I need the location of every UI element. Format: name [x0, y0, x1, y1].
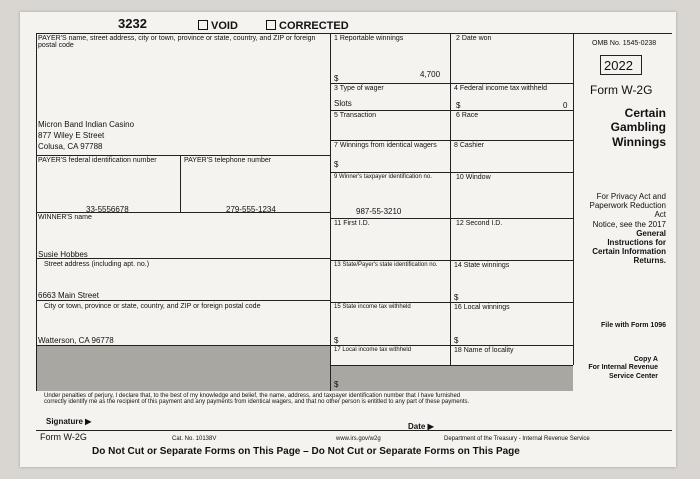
- grid-line: [180, 155, 181, 212]
- copy-line: For Internal Revenue: [588, 364, 658, 372]
- form-title-line: Winnings: [612, 134, 666, 149]
- arrow-right-icon: ▶: [427, 422, 434, 431]
- copy-a: [576, 356, 658, 381]
- payer-fed-id-label: PAYER'S federal identification number: [38, 157, 157, 164]
- box-2-label: 2 Date won: [456, 35, 492, 42]
- privacy-line: Certain Information: [592, 247, 666, 257]
- do-not-cut-separator: –: [303, 446, 309, 457]
- grid-line: [330, 172, 573, 173]
- box-10-label: 10 Window: [456, 174, 491, 181]
- date-label: Date: [408, 422, 426, 431]
- corrected-label: CORRECTED: [279, 20, 349, 32]
- grid-line: [573, 33, 574, 365]
- box-6-label: 6 Race: [456, 112, 479, 119]
- privacy-line: Notice, see the 2017: [592, 219, 666, 229]
- tax-year: 2022: [604, 58, 633, 73]
- grid-line: [330, 218, 573, 219]
- grid-line: [330, 140, 573, 141]
- form-code: 3232: [118, 16, 147, 31]
- box-9-value[interactable]: 987-55-3210: [356, 207, 402, 216]
- box-9-label: 9 Winner's taxpayer identification no.: [334, 174, 432, 180]
- winner-street-label: Street address (including apt. no.): [44, 261, 150, 268]
- box-7-dollar: $: [334, 160, 339, 169]
- grid-line: [330, 345, 573, 346]
- form-title-line: Certain: [624, 106, 666, 120]
- winner-street[interactable]: 6663 Main Street: [38, 291, 99, 300]
- box-8-label: 8 Cashier: [454, 142, 484, 149]
- perjury-statement: [44, 393, 664, 406]
- payer-phone-label: PAYER'S telephone number: [184, 157, 272, 164]
- grid-line: [330, 110, 573, 111]
- winner-name-label: WINNER'S name: [38, 214, 92, 221]
- form-name: Form W-2G: [590, 83, 653, 97]
- perjury-line: Under penalties of perjury, I declare that, to the best of my knowledge and belief, the name, address, and taxpayer identification number that I have furnished: [44, 393, 461, 399]
- box-15-dollar: $: [334, 336, 339, 345]
- payer-fed-id[interactable]: 33-5556678: [86, 205, 129, 214]
- box-14-dollar: $: [454, 293, 459, 302]
- privacy-notice: [576, 192, 666, 266]
- box-15-label: 15 State income tax withheld: [334, 304, 411, 310]
- footer-url[interactable]: www.irs.gov/w2g: [336, 436, 381, 442]
- box-4-label: 4 Federal income tax withheld: [454, 85, 547, 92]
- form-title-line: Gambling: [610, 120, 666, 135]
- shaded-area: [331, 366, 573, 391]
- box-7-label: 7 Winnings from identical wagers: [334, 142, 437, 149]
- box-18-label: 18 Name of locality: [454, 347, 514, 354]
- grid-line: [36, 430, 672, 431]
- privacy-line: For Privacy Act and: [596, 192, 666, 201]
- box-11-label: 11 First I.D.: [334, 220, 370, 227]
- box-4-value[interactable]: 0: [563, 101, 568, 110]
- grid-line: [36, 33, 672, 34]
- winner-city-label: City or town, province or state, country, and ZIP or foreign postal code: [44, 303, 261, 310]
- copy-line: Service Center: [608, 372, 658, 380]
- perjury-line: correctly identify me as the recipient of this payment and any payments from identical wagers, and that no other person is entitled to any part of these payments.: [44, 399, 470, 406]
- box-16-label: 16 Local winnings: [454, 304, 510, 311]
- box-13-label: 13 State/Payer's state identification no.: [334, 262, 438, 268]
- box-1-dollar: $: [334, 74, 339, 83]
- privacy-line: Instructions for: [607, 237, 666, 247]
- signature-label: Signature: [46, 417, 83, 426]
- box-5-label: 5 Transaction: [334, 112, 377, 119]
- winner-city[interactable]: Watterson, CA 96778: [38, 336, 114, 345]
- arrow-right-icon: ▶: [85, 417, 92, 426]
- void-check-icon[interactable]: [198, 20, 208, 30]
- box-4-dollar: $: [456, 101, 461, 110]
- box-17-dollar: $: [334, 380, 339, 389]
- payer-city[interactable]: Colusa, CA 97788: [38, 142, 103, 151]
- corrected-check-icon[interactable]: [266, 20, 276, 30]
- void-label: VOID: [211, 20, 238, 32]
- grid-line: [330, 260, 573, 261]
- box-16-dollar: $: [454, 336, 459, 345]
- grid-line: [330, 33, 331, 391]
- privacy-line: General: [636, 228, 666, 238]
- corrected-checkbox[interactable]: [266, 20, 349, 32]
- grid-line: [36, 212, 330, 213]
- box-3-value[interactable]: Slots: [334, 99, 352, 108]
- do-not-cut-text: Do Not Cut or Separate Forms on This Page: [311, 446, 520, 457]
- box-1-label: 1 Reportable winnings: [334, 35, 404, 42]
- form-title: [580, 106, 666, 149]
- privacy-line: Paperwork Reduction: [589, 201, 666, 211]
- void-checkbox[interactable]: [198, 20, 238, 32]
- footer-cat: Cat. No. 10138V: [172, 436, 217, 442]
- box-1-value[interactable]: 4,700: [420, 70, 441, 79]
- omb-number: OMB No. 1545-0238: [592, 40, 657, 47]
- grid-line: [330, 83, 573, 84]
- privacy-line: Returns.: [633, 256, 666, 266]
- winner-name[interactable]: Susie Hobbes: [38, 250, 88, 259]
- box-3-label: 3 Type of wager: [334, 85, 384, 92]
- footer-form: Form W-2G: [40, 432, 87, 442]
- footer-dept: Department of the Treasury - Internal Revenue Service: [444, 436, 590, 442]
- shaded-area: [37, 346, 330, 391]
- do-not-cut-notice: [92, 446, 520, 457]
- do-not-cut-text: Do Not Cut or Separate Forms on This Page: [92, 446, 301, 457]
- privacy-line: Act: [654, 210, 666, 220]
- box-12-label: 12 Second I.D.: [456, 220, 503, 227]
- payer-street[interactable]: 877 Wiley E Street: [38, 131, 105, 140]
- grid-line: [330, 302, 573, 303]
- copy-line: Copy A: [633, 356, 658, 363]
- payer-name[interactable]: Micron Band Indian Casino: [38, 120, 135, 129]
- payer-label: PAYER'S name, street address, city or town, province or state, country, and ZIP or foreign postal code: [38, 35, 316, 50]
- grid-line: [36, 155, 330, 156]
- box-14-label: 14 State winnings: [454, 262, 510, 269]
- payer-phone[interactable]: 279-555-1234: [226, 205, 276, 214]
- box-17-label: 17 Local income tax withheld: [334, 347, 412, 353]
- signature-field[interactable]: [46, 417, 91, 426]
- grid-line: [36, 300, 330, 301]
- file-with: File with Form 1096: [601, 322, 666, 329]
